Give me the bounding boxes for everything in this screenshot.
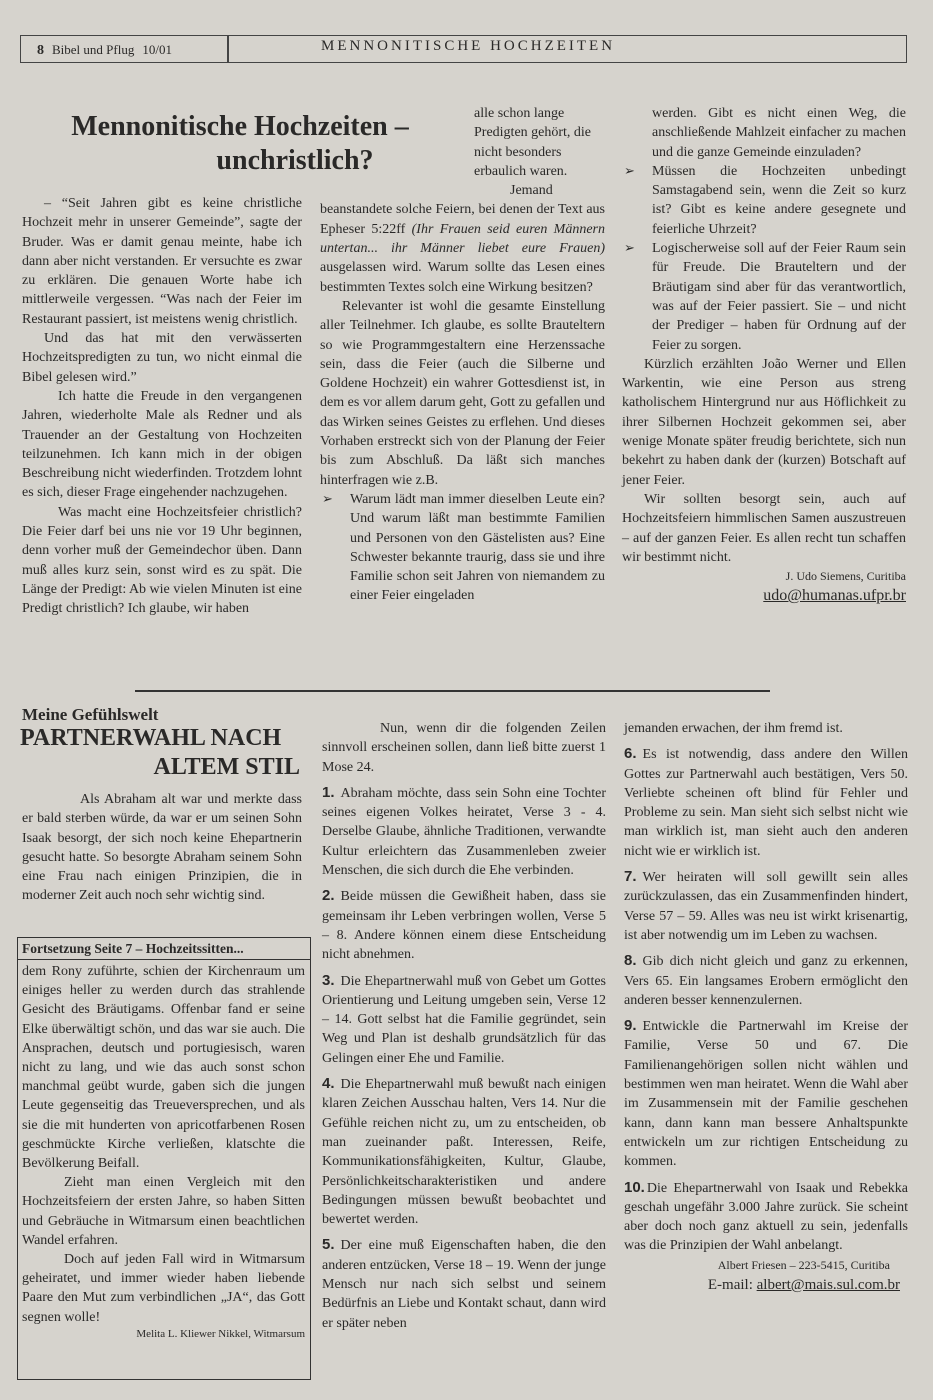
article2-title-line1: PARTNERWAHL NACH: [20, 725, 282, 751]
bullet-item: [320, 490, 605, 606]
item-number: 3.: [322, 971, 335, 989]
item-text: Abraham möchte, dass sein Sohn eine Tochter seines eigenen Volkes heiratet, Verse 3 - 4. Derselbe Glaube, ähnliche Traditionen, verwandte Kultur erleichtern das Zusammenleben zweier Menschen, die sich durch die Ehe verbinden.: [322, 785, 606, 879]
paragraph: Relevanter ist wohl die gesamte Einstellung aller Teilnehmer. Ich glaube, es sollte Brauteltern so wie Programmgestaltern eine Herzenssache sein, dass die Feier (auch die Silberne und Goldene Hochzeit) ein wahrer Gottesdienst ist, in dem es vor allem darum geht, Gott zu gefallen und das Wirken seines Geistes zu erflehen. Und dieses Vorhaben erstreckt sich von der Planung der Feier bis zum Abschluß. Da läßt sich manches hinterfragen wie z.B.: [320, 298, 605, 488]
arrow-bullet-icon: ➢: [322, 491, 333, 507]
continuation-signature: Melita L. Kliewer Nikkel, Witmarsum: [136, 1327, 305, 1340]
text-run: Jemand beanstandete solche Feiern, bei denen der Text aus Epheser 5:22ff: [320, 183, 605, 237]
item-number: 6.: [624, 745, 637, 763]
article2-signature: Albert Friesen – 223-5415, Curitiba: [717, 1257, 890, 1272]
paragraph: Wir sollten besorgt sein, auch auf Hochzeitsfeiern himmlischen Samen auszustreuen – auf der ganzen Feier. Es allen recht tun schaffen wir bestimmt nicht.: [622, 491, 906, 565]
header-left: [37, 42, 180, 59]
item-number: 5.: [322, 1236, 335, 1254]
item-text: Gib dich nicht gleich und ganz zu erkennen, Vers 65. Ein langsames Erobern ermöglicht den anderen besser kennenzulernen.: [624, 954, 908, 1008]
list-item: [322, 1074, 606, 1229]
continuation-box: [17, 937, 311, 1380]
article1-email[interactable]: [622, 585, 906, 607]
item-number: 4.: [322, 1075, 335, 1093]
list-item: [624, 867, 908, 945]
item-number: 1.: [322, 783, 335, 801]
article2-kicker: Meine Gefühlswelt: [22, 705, 159, 724]
article2-intro: [22, 790, 302, 906]
article1-column-2: [320, 104, 605, 606]
paragraph: Doch auf jeden Fall wird in Witmarsum geheiratet, und immer wieder haben liebende Paare den Mut zum verbindlichen „JA“, das Gott segnen wolle!: [22, 1252, 305, 1325]
paragraph: jemanden erwachen, der ihm fremd ist.: [624, 721, 843, 736]
paragraph: – “Seit Jahren gibt es keine christliche Hochzeit mehr in unserer Gemeinde”, sagte der Bruder. Was er damit genau meinte, habe ich dann aber nicht verstanden. Er versuchte es zwar zu erklären. Die genauen Worte habe ich mittlerweile vergessen. “Was nach der Feier im Restaurant passiert, ist meistens wenig christlich.: [22, 196, 302, 327]
article1-signature: J. Udo Siemens, Curitiba: [785, 569, 906, 584]
article2-column-2: [322, 719, 606, 1333]
paragraph: werden. Gibt es nicht einen Weg, die anschließende Mahlzeit einfacher zu machen und die ganze Gemeinde einzuladen?: [652, 106, 906, 160]
issue-number: 10/01: [142, 42, 172, 57]
paragraph: [320, 181, 605, 297]
paragraph: Kürzlich erzählten João Werner und Ellen Warkentin, wie eine Person aus streng katholischem Hintergrund nur aus Höflichkeit zu ihrer Silbernen Hochzeit gekommen sei, aber wenige Monate später freudig berichtete, sich nun bekehrt zu haben dank der (kurzen) Botschaft auf jener Feier.: [622, 356, 906, 488]
paragraph: Nun, wenn dir die folgenden Zeilen sinnvoll erscheinen sollen, dann ließ bitte zuerst 1 Mose 24.: [322, 721, 606, 775]
list-item: [322, 886, 606, 964]
list-item: [624, 951, 908, 1010]
item-number: 9.: [624, 1017, 637, 1035]
article1-title-line2: unchristlich?: [216, 145, 374, 176]
bullet-text: Müssen die Hochzeiten unbedingt Samstagabend sein, wenn die Zeit so kurz ist? Gibt es keine andere gesegnete und feierliche Uhrzeit?: [652, 163, 906, 237]
paragraph: Und das hat mit den verwässerten Hochzeitspredigten zu tun, wo nicht einmal die Bibel gelesen wird.”: [22, 331, 302, 385]
email-label: E-mail:: [707, 1276, 753, 1293]
item-text: Beide müssen die Gewißheit haben, dass sie gemeinsam ihr Leben verbringen wollen, Verse 5 – 8. Andere können einem diese Entscheidung nicht abnehmen.: [322, 889, 606, 963]
list-item: [322, 1235, 606, 1332]
page-number: 8: [37, 43, 44, 58]
email-link[interactable]: udo@humanas.ufpr.br: [763, 587, 906, 605]
header-divider: [227, 36, 229, 62]
continuation-heading: Fortsetzung Seite 7 – Hochzeitssitten...: [18, 941, 310, 960]
bible-quote: (Ihr Frauen seid euren Männern untertan... ihr Männer liebet eure Frauen): [320, 221, 606, 257]
list-item: [322, 783, 606, 880]
article1-title-line1: Mennonitische Hochzeiten –: [71, 111, 409, 142]
list-item: [322, 971, 606, 1068]
page-header: [20, 35, 907, 63]
paragraph: Ich hatte die Freude in den vergangenen Jahren, wiederholte Male als Redner und als Trauender an der Gestaltung von Hochzeiten teilzunehmen. Ich kann mich in der obigen Beschreibung nicht wiederfinden. Trotzdem lohnt es sich, dieser Frage eingehender nachzugehen.: [22, 388, 302, 501]
item-number: 10.: [624, 1178, 645, 1196]
paragraph: Als Abraham alt war und merkte dass er bald sterben würde, da war er um seinen Sohn Isaak besorgt, der sich noch keine Ehepartnerin gesucht hatte. So besorgte Abraham seinem Sohn eine Frau nach einigen Prinzipien, die in moderner Zeit auch noch sehr wichtig sind.: [22, 792, 302, 904]
article2-email[interactable]: [624, 1274, 908, 1296]
item-number: 7.: [624, 868, 637, 886]
bullet-item: [622, 162, 906, 239]
list-item: [624, 1178, 908, 1256]
article-divider: [135, 690, 770, 692]
bullet-item: [622, 239, 906, 355]
article2-column-3: [624, 719, 908, 1296]
list-item: [624, 744, 908, 861]
paragraph: alle schon lange Predigten gehört, die nicht besonders erbaulich waren.: [474, 106, 592, 179]
item-text: Die Ehepartnerwahl muß von Gebet um Gottes Orientierung und Leitung umgeben sein, Verse 12 – 14. Gott selbst hat die Familie gegründet, sein Weg und Plan ist deshalb grundsätzlich für das Gelingen einer Ehe und Familie.: [322, 973, 606, 1066]
continuation-body: [22, 962, 305, 1327]
email-link[interactable]: albert@mais.sul.com.br: [756, 1276, 900, 1293]
article1-column-1: [22, 194, 302, 619]
item-number: 2.: [322, 887, 335, 905]
arrow-bullet-icon: ➢: [624, 241, 635, 257]
arrow-bullet-icon: ➢: [624, 163, 635, 179]
publication-name: Bibel und Pflug: [52, 42, 135, 57]
paragraph: Was macht eine Hochzeitsfeier christlich? Die Feier darf bei uns nie vor 19 Uhr beginnen, denn vorher muß der Gemeindechor üben. Dann muß alles kurz sein, sonst wird es zu spät. Die Länge der Predigt: Ab wie vielen Minuten ist eine Predigt christlich? Ich glaube, wir haben: [22, 504, 302, 617]
bullet-text: Warum lädt man immer dieselben Leute ein? Und warum läßt man bestimmte Familien und Personen von den Gästelisten aus? Eine Schwester bekannte traurig, dass sie und ihre Familie schon seit Jahren von niemandem zu einer Feier eingeladen: [350, 491, 605, 604]
item-text: Die Ehepartnerwahl muß bewußt nach einigen klaren Zeichen Ausschau halten, Vers 14. Nur die Gefühle reichen nicht zu, um zu entscheiden, ob man zueinander paßt. Interessen, Reife, Kommunikationsfähigkeiten, Kultur, Glaube, Persönlichkeitscharakteristiken und andere Bedingungen müssen bewußt beobachtet und bewertet werden.: [322, 1077, 606, 1228]
item-text: Entwickle die Partnerwahl im Kreise der Familie, Verse 50 und 67. Die Familienangehörigen sollen nicht wählen und bestimmen wen man heiratet. Wenn die Wahl aber im Zusammensein mit der Familie geschehen kann, dann kann man bessere Anhaltspunkte entwickeln um zur richtigen Entscheidung zu kommen.: [624, 1019, 908, 1170]
section-title: MENNONITISCHE HOCHZEITEN: [321, 38, 616, 54]
paragraph: dem Rony zuführte, schien der Kirchenraum um einiges heller zu werden durch das strahlende Gesicht des Bräutigams. Offenbar fand er seine Elke überwältigt schön, und das war sie auch. Die Ansprachen, deutsch und portugiesisch, waren nicht zu lang, und wie das auch sonst schon manchmal geübt wurde, gaben sich die jungen Leute gegenseitig das Treueversprechen, und als sie die mit hunderten von apricotfarbenen Rosen geschmückte Kirche verließen, klatschte die Bevölkerung Beifall.: [22, 964, 305, 1172]
item-text: Wer heiraten will soll gewillt sein alles zurückzulassen, das ein Zusammenfinden hindert, Verse 57 – 59. Alles was neu ist wirkt krisenartig, ist aber notwendig um im Leben zu wachsen.: [624, 870, 908, 943]
bullet-text: Logischerweise soll auf der Feier Raum sein für Freude. Die Brauteltern und der Bräutigam sind aber für das verantwortlich, was auf der Feier passiert. Sie – und nicht der Prediger – haben für Ordnung auf der Feier zu sorgen.: [652, 241, 906, 353]
text-run: ausgelassen wird. Warum sollte das Lesen eines bestimmten Textes solch eine Wirkung besitzen?: [320, 260, 605, 295]
article2-title: [20, 724, 300, 782]
article1-column-3: [622, 104, 906, 607]
item-text: Es ist notwendig, dass andere den Willen Gottes zur Partnerwahl auch bestätigen, Vers 50. Verliebte scheinen oft blind für Fehler und Probleme zu sein. Man sieht sich selbst nicht wie man wirklich ist, man sieht auch den anderen nicht wie er wirklich ist.: [624, 747, 908, 859]
item-text: Der eine muß Eigenschaften haben, die den anderen entzücken, Verse 18 – 19. Wenn der junge Mensch nur nach sich selbst und seinem Bedürfnis an Liebe und Kontakt schaut, dann wird er später neben: [322, 1238, 606, 1331]
article2-title-line2: ALTEM STIL: [153, 754, 300, 780]
item-number: 8.: [624, 952, 637, 970]
paragraph: Zieht man einen Vergleich mit den Hochzeitsfeiern der ersten Jahre, so haben Sitten und Gebräuche in Witmarsum einen beachtlichen Wandel erfahren.: [22, 1175, 305, 1248]
item-text: Die Ehepartnerwahl von Isaak und Rebekka geschah ungefähr 3.000 Jahre zurück. Sie scheint aber doch noch ganz aktuell zu sein, jedenfalls was die Prinzipien der Wahl anbelangt.: [624, 1180, 908, 1254]
list-item: [624, 1016, 908, 1171]
